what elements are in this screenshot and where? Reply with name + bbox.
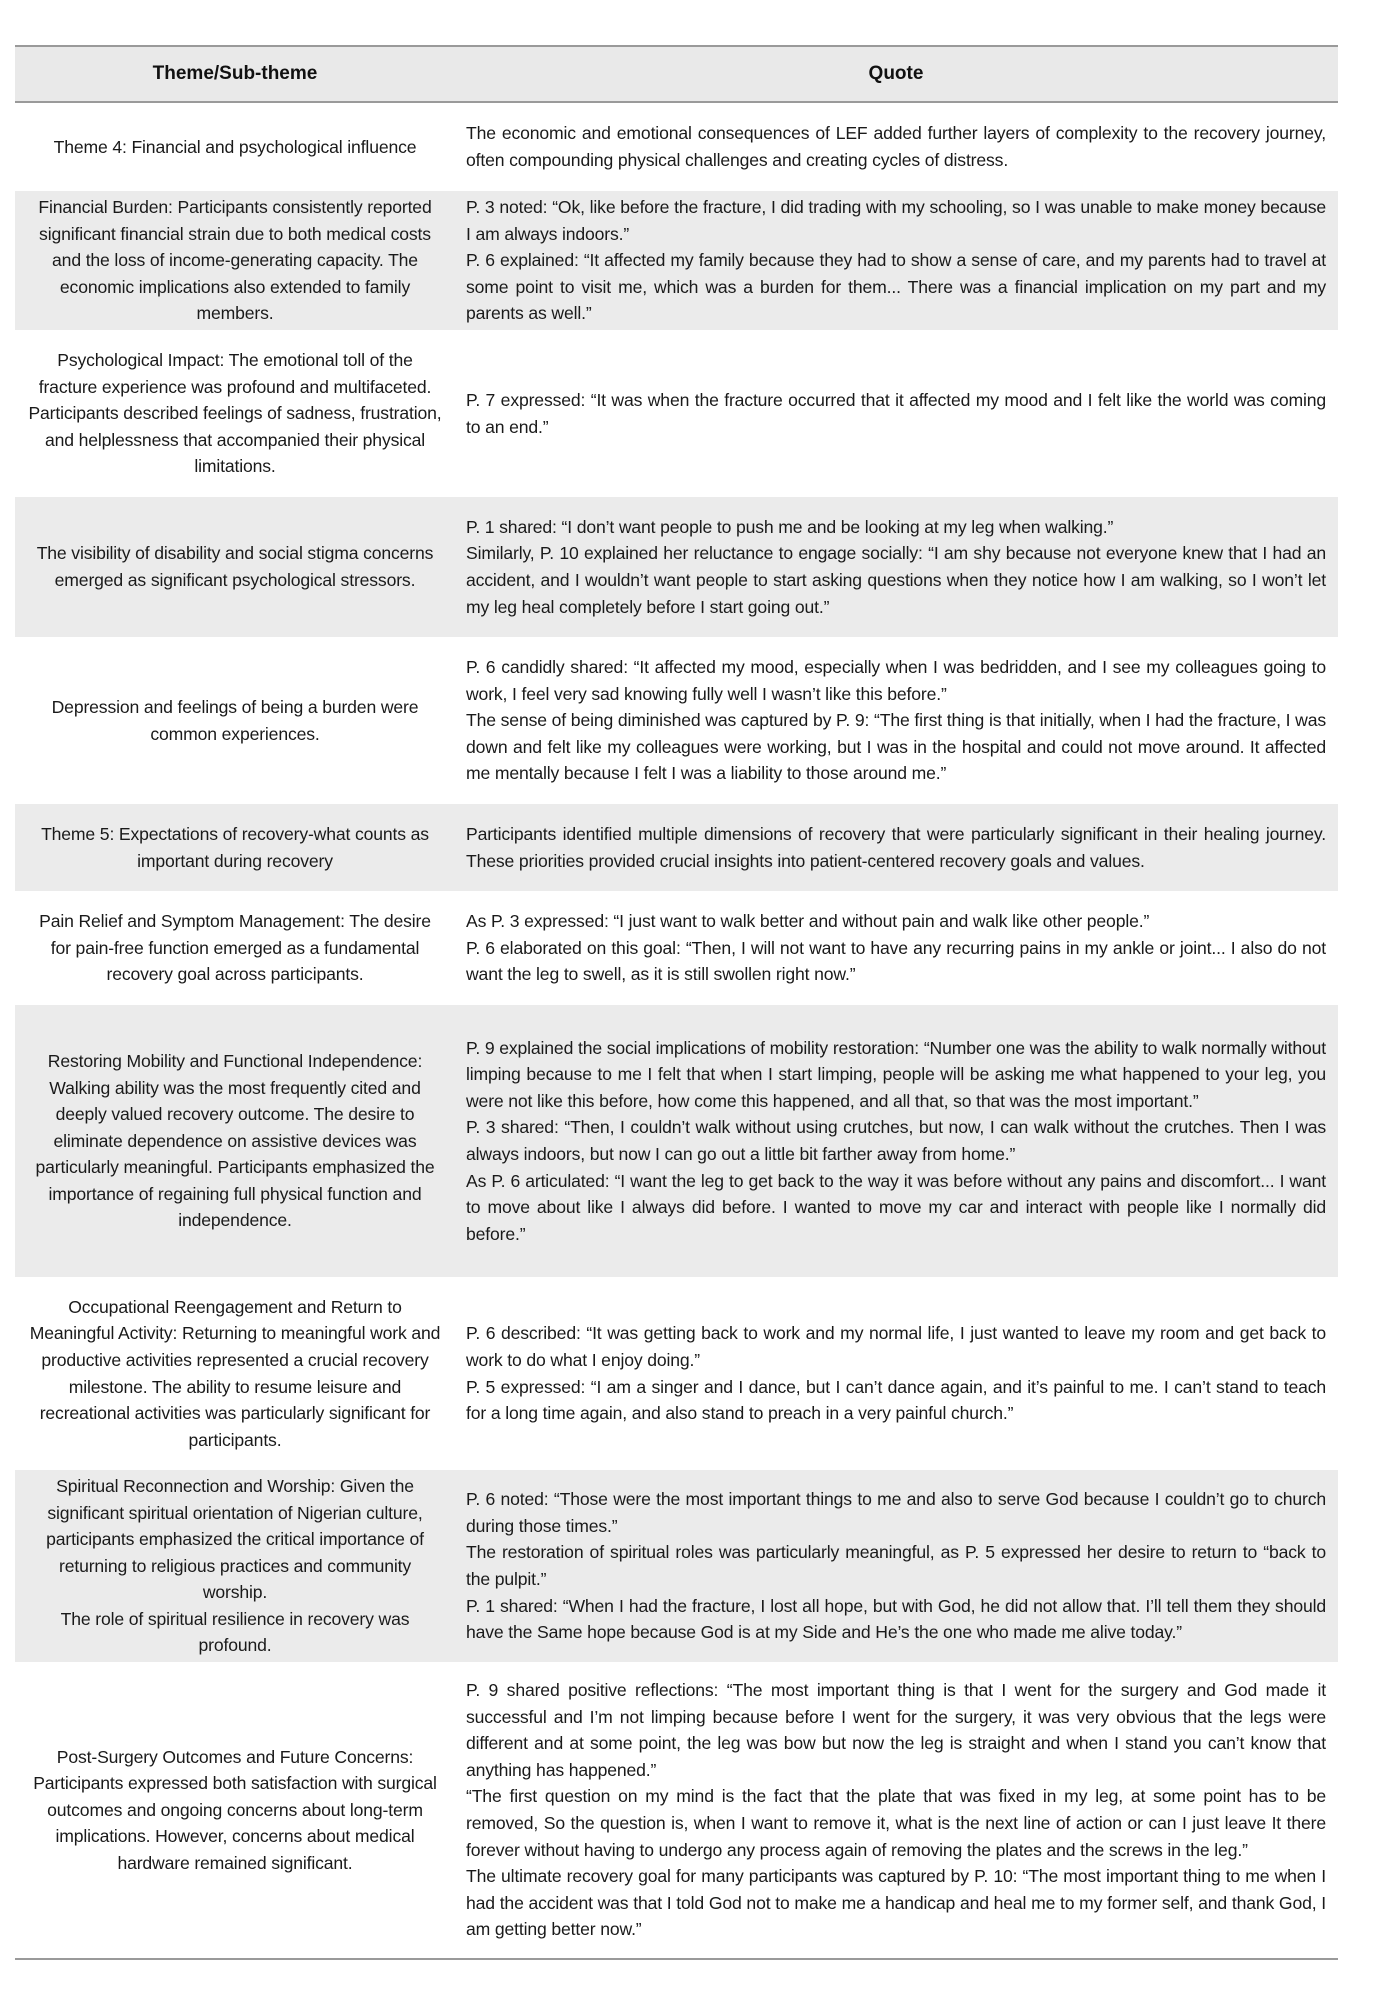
theme-cell xyxy=(15,1005,455,1277)
quote-cell xyxy=(455,1277,1338,1470)
quote-cell xyxy=(455,1470,1338,1662)
table-row-spiritual-reconnection xyxy=(15,1470,1338,1662)
theme-cell xyxy=(15,1470,455,1662)
quote-text: P. 6 noted: “Those were the most important things to me and also to serve God because I couldn’t go to church during those times.” xyxy=(466,1489,1326,1536)
quote-text: Participants identified multiple dimensions of recovery that were particularly significant in their healing journey. These priorities provided crucial insights into patient-centered recovery goals and values. xyxy=(466,823,1326,871)
quote-text: P. 7 expressed: “It was when the fracture occurred that it affected my mood and I felt like the world was coming to an end.” xyxy=(466,389,1326,437)
quote-text: P. 6 elaborated on this goal: “Then, I will not want to have any recurring pains in my ankle or joint... I also do not want the leg to swell, as it is still swollen right now.” xyxy=(466,937,1326,985)
table-row-depression xyxy=(15,637,1338,804)
quote-text: P. 6 candidly shared: “It affected my mood, especially when I was bedridden, and I see my colleagues going to work, I feel very sad knowing fully well I wasn’t like this before.” xyxy=(466,657,1326,704)
quote-text: Similarly, P. 10 explained her reluctance to engage socially: “I am shy because not everyone knew that I had an accident, and I wouldn’t want people to start asking questions when they notice how I am walking, so I won’t let my leg heal completely before I start going out.” xyxy=(466,543,1326,617)
theme-text: Theme 5: Expectations of recovery-what counts as important during recovery xyxy=(41,823,429,871)
theme-cell xyxy=(15,891,455,1005)
theme-cell xyxy=(15,804,455,891)
theme-cell xyxy=(15,637,455,804)
column-header-quote: Quote xyxy=(868,63,924,84)
quote-text: The economic and emotional consequences of LEF added further layers of complexity to the recovery journey, often compounding physical challenges and creating cycles of distress. xyxy=(466,123,1326,170)
theme-text: The visibility of disability and social stigma concerns emerged as significant psychological stressors. xyxy=(36,543,434,590)
theme-text: Restoring Mobility and Functional Independence: Walking ability was the most frequently cited and deeply valued recovery outcome. The desire to eliminate dependence on assistive devices was particularly meaningful. Participants emphasized the importance of regaining full physical function and independence. xyxy=(35,1050,435,1231)
theme-text: Theme 4: Financial and psychological influence xyxy=(53,136,417,157)
quote-text: The restoration of spiritual roles was particularly meaningful, as P. 5 expressed her desire to return to “back to the pulpit.” xyxy=(466,1542,1326,1589)
quote-text: P. 5 expressed: “I am a singer and I dance, but I can’t dance again, and it’s painful to me. I can’t stand to teach for a long time again, and also stand to preach in a very painful church.” xyxy=(466,1376,1326,1424)
theme-cell xyxy=(15,191,455,330)
quote-text: P. 1 shared: “When I had the fracture, I lost all hope, but with God, he did not allow that. I’ll tell them they should have the Same hope because God is at my Side and He’s the one who made me alive today.” xyxy=(466,1595,1326,1643)
table-header-row xyxy=(15,47,1338,103)
quote-cell xyxy=(455,637,1338,804)
quote-text: P. 3 noted: “Ok, like before the fracture, I did trading with my schooling, so I was unable to make money because I am always indoors.” xyxy=(466,197,1326,244)
theme-text: Financial Burden: Participants consistently reported significant financial strain due to both medical costs and the loss of income-generating capacity. The economic implications also extended to family members. xyxy=(38,197,432,324)
quote-text: As P. 3 expressed: “I just want to walk better and without pain and walk like other people.” xyxy=(466,911,1150,932)
quote-cell xyxy=(455,497,1338,637)
table-row-financial-burden xyxy=(15,191,1338,330)
themes-quotes-table xyxy=(15,45,1338,1960)
table-row-pain-relief xyxy=(15,891,1338,1005)
table-row-psychological-impact xyxy=(15,330,1338,497)
table-row-post-surgery-outcomes xyxy=(15,1662,1338,1958)
quote-cell xyxy=(455,804,1338,891)
theme-text: Spiritual Reconnection and Worship: Given the significant spiritual orientation of Nigerian culture, participants emphasized the critical importance of returning to religious practices and community worship. xyxy=(46,1475,424,1603)
theme-text: Occupational Reengagement and Return to Meaningful Activity: Returning to meaningful work and productive activities represented a crucial recovery milestone. The ability to resume leisure and recreational activities was particularly significant for participants. xyxy=(29,1296,441,1450)
theme-text: Psychological Impact: The emotional toll of the fracture experience was profound and multifaceted. Participants described feelings of sadness, frustration, and helplessness that accompanied their physical limitations. xyxy=(28,350,442,477)
quote-text: P. 9 explained the social implications of mobility restoration: “Number one was the ability to walk normally without limping because to me I felt that when I start limping, people will be asking me what happened to your leg, you were not like this before, how come this happened, and all that, so that was the most important.” xyxy=(466,1037,1326,1111)
table-row-theme-5 xyxy=(15,804,1338,891)
theme-cell xyxy=(15,497,455,637)
quote-text: P. 9 shared positive reflections: “The most important thing is that I went for the surgery and God made it successful and I’m not limping because before I went for the surgery, it was very obvious that the legs were different and at some point, the leg was bow but now the leg is straight and when I stand you can’t know that anything has happened.” xyxy=(466,1680,1326,1780)
quote-cell xyxy=(455,330,1338,497)
quote-text: P. 1 shared: “I don’t want people to push me and be looking at my leg when walking.” xyxy=(466,516,1114,537)
table-row-theme-4 xyxy=(15,103,1338,191)
quote-text: P. 6 explained: “It affected my family because they had to show a sense of care, and my parents had to travel at some point to visit me, which was a burden for them... There was a financial implication on my part and my parents as well.” xyxy=(466,250,1326,324)
theme-cell xyxy=(15,1277,455,1470)
table-row-restoring-mobility xyxy=(15,1005,1338,1277)
quote-text: P. 6 described: “It was getting back to work and my normal life, I just wanted to leave my room and get back to work to do what I enjoy doing.” xyxy=(466,1323,1326,1370)
table-row-occupational-reengagement xyxy=(15,1277,1338,1470)
quote-text: The ultimate recovery goal for many participants was captured by P. 10: “The most important thing to me when I had the accident was that I told God not to make me a handicap and heal me to my former self, and thank God, I am getting better now.” xyxy=(466,1866,1326,1940)
quote-text: P. 3 shared: “Then, I couldn’t walk without using crutches, but now, I can walk without the crutches. Then I was always indoors, but now I can go out a little bit farther away from home.” xyxy=(466,1117,1326,1164)
quote-cell xyxy=(455,891,1338,1005)
quote-cell xyxy=(455,191,1338,330)
quote-text: The sense of being diminished was captured by P. 9: “The first thing is that initially, when I had the fracture, I was down and felt like my colleagues were working, but I was in the hospital and could not move around. It affected me mentally because I felt I was a liability to those around me.” xyxy=(466,710,1326,784)
theme-text: The role of spiritual resilience in recovery was profound. xyxy=(60,1608,410,1656)
theme-text: Post-Surgery Outcomes and Future Concerns: Participants expressed both satisfaction with surgical outcomes and ongoing concerns about long-term implications. However, concerns about medical hardware remained significant. xyxy=(33,1746,437,1873)
theme-cell xyxy=(15,1662,455,1958)
quote-text: As P. 6 articulated: “I want the leg to get back to the way it was before without any pains and discomfort... I want to move about like I always did before. I wanted to move my car and interact with people like I normally did before.” xyxy=(466,1170,1326,1244)
theme-cell xyxy=(15,103,455,191)
theme-text: Depression and feelings of being a burden were common experiences. xyxy=(51,696,419,744)
quote-cell xyxy=(455,103,1338,191)
column-header-theme: Theme/Sub-theme xyxy=(152,63,318,84)
theme-text: Pain Relief and Symptom Management: The desire for pain-free function emerged as a fundamental recovery goal across participants. xyxy=(39,911,431,985)
quote-text: “The first question on my mind is the fact that the plate that was fixed in my leg, at some point has to be removed, So the question is, when I want to remove it, what is the next line of action or can I just leave It there forever without having to undergo any process again of removing the plates and the screws in the leg.” xyxy=(466,1786,1326,1860)
theme-cell xyxy=(15,330,455,497)
quote-cell xyxy=(455,1005,1338,1277)
table-row-social-stigma xyxy=(15,497,1338,637)
quote-cell xyxy=(455,1662,1338,1958)
